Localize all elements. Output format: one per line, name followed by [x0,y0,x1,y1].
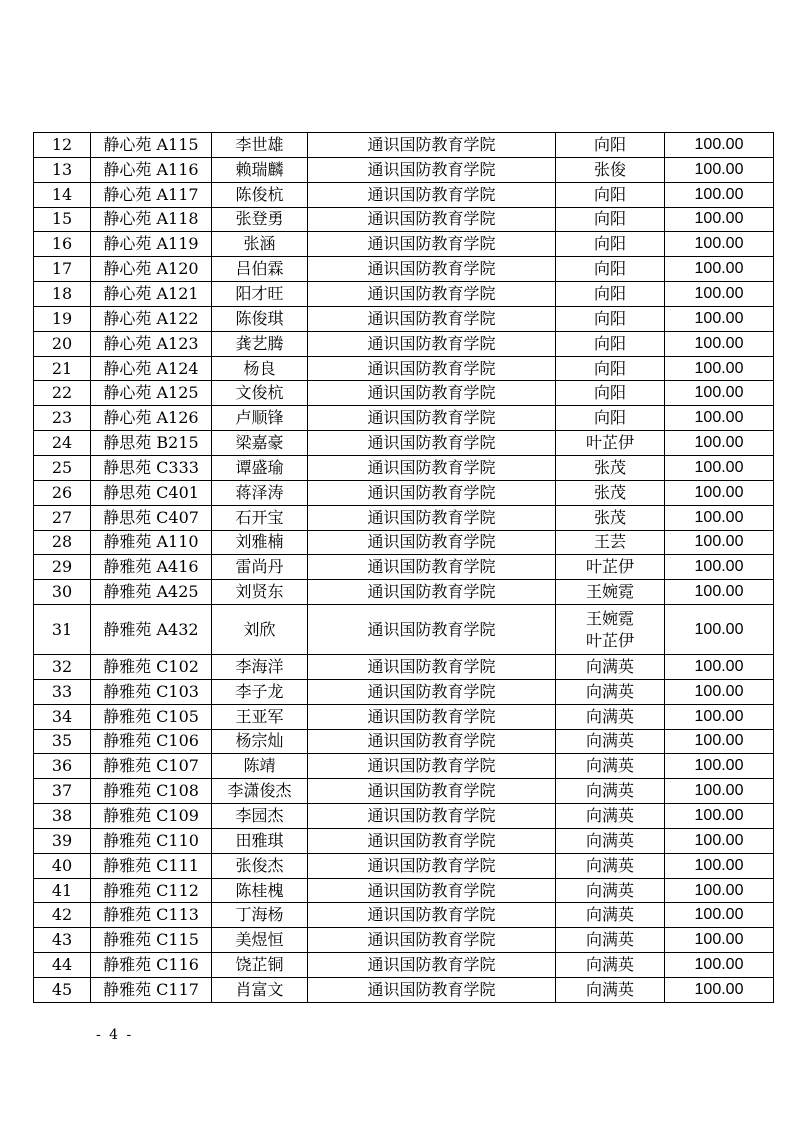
table-row [34,282,774,307]
student-name: 丁海杨 [212,903,308,928]
mentor-name: 张茂 [593,457,626,477]
student-name: 陈桂槐 [212,878,308,903]
score-cell: 100.00 [665,878,774,903]
row-number: 30 [34,580,91,605]
mentor-name: 向满英 [585,656,634,676]
student-name: 陈俊杭 [212,182,308,207]
room-cell: 静雅苑 C112 [91,878,212,903]
mentor-cell [556,679,665,704]
mentor-name: 王芸 [593,532,626,552]
mentor-name: 向阳 [593,259,626,279]
mentor-cell [556,431,665,456]
score-cell: 100.00 [665,828,774,853]
college-cell: 通识国防教育学院 [308,605,556,655]
score-cell: 100.00 [665,505,774,530]
row-number: 23 [34,406,91,431]
college-cell: 通识国防教育学院 [308,804,556,829]
room-cell: 静心苑 A125 [91,381,212,406]
table-row [34,207,774,232]
mentor-name: 向阳 [593,134,626,154]
row-number: 34 [34,704,91,729]
table-row [34,455,774,480]
table-row [34,381,774,406]
mentor-cell [556,828,665,853]
mentor-cell [556,157,665,182]
row-number: 37 [34,779,91,804]
score-cell: 100.00 [665,282,774,307]
row-number: 17 [34,257,91,282]
room-cell: 静思苑 C407 [91,505,212,530]
score-cell: 100.00 [665,754,774,779]
room-cell: 静雅苑 A432 [91,605,212,655]
score-cell: 100.00 [665,182,774,207]
room-cell: 静心苑 A126 [91,406,212,431]
score-cell: 100.00 [665,381,774,406]
college-cell: 通识国防教育学院 [308,257,556,282]
row-number: 25 [34,455,91,480]
table-row [34,978,774,1003]
mentor-cell [556,729,665,754]
college-cell: 通识国防教育学院 [308,903,556,928]
student-name: 赖瑞麟 [212,157,308,182]
mentor-name: 向阳 [593,234,626,254]
room-cell: 静心苑 A118 [91,207,212,232]
mentor-name: 叶芷伊 [585,433,634,453]
mentor-cell [556,704,665,729]
table-row [34,928,774,953]
row-number: 28 [34,530,91,555]
row-number: 21 [34,356,91,381]
mentor-name: 向满英 [585,806,634,826]
table-row [34,704,774,729]
score-cell: 100.00 [665,331,774,356]
student-name: 杨宗灿 [212,729,308,754]
mentor-cell [556,182,665,207]
mentor-cell [556,878,665,903]
table-row [34,505,774,530]
mentor-cell [556,605,665,655]
mentor-cell [556,655,665,680]
table-row [34,804,774,829]
college-cell: 通识国防教育学院 [308,331,556,356]
student-name: 刘欣 [212,605,308,655]
score-cell: 100.00 [665,729,774,754]
table-row [34,157,774,182]
table-row [34,754,774,779]
room-cell: 静雅苑 C108 [91,779,212,804]
room-cell: 静雅苑 A110 [91,530,212,555]
row-number: 13 [34,157,91,182]
room-cell: 静雅苑 C117 [91,978,212,1003]
score-cell: 100.00 [665,530,774,555]
row-number: 22 [34,381,91,406]
table-row [34,133,774,158]
room-cell: 静心苑 A119 [91,232,212,257]
student-name: 李潇俊杰 [212,779,308,804]
college-cell: 通识国防教育学院 [308,580,556,605]
room-cell: 静雅苑 C107 [91,754,212,779]
mentor-name: 向满英 [585,781,634,801]
score-cell: 100.00 [665,480,774,505]
roster-body [34,133,774,1003]
student-name: 张俊杰 [212,853,308,878]
mentor-cell [556,804,665,829]
row-number: 38 [34,804,91,829]
table-row [34,903,774,928]
table-row [34,406,774,431]
score-cell: 100.00 [665,953,774,978]
mentor-name: 王婉霓 [585,582,634,602]
mentor-name: 向阳 [593,283,626,303]
row-number: 27 [34,505,91,530]
college-cell: 通识国防教育学院 [308,530,556,555]
student-name: 李子龙 [212,679,308,704]
mentor-name: 向满英 [585,855,634,875]
score-cell: 100.00 [665,679,774,704]
mentor-name: 叶芷伊 [585,630,634,650]
mentor-cell [556,928,665,953]
college-cell: 通识国防教育学院 [308,381,556,406]
student-name: 王亚军 [212,704,308,729]
mentor-cell [556,356,665,381]
mentor-cell [556,903,665,928]
mentor-name: 向阳 [593,333,626,353]
room-cell: 静心苑 A120 [91,257,212,282]
room-cell: 静雅苑 C111 [91,853,212,878]
room-cell: 静雅苑 C102 [91,655,212,680]
score-cell: 100.00 [665,232,774,257]
student-name: 龚艺腾 [212,331,308,356]
college-cell: 通识国防教育学院 [308,928,556,953]
college-cell: 通识国防教育学院 [308,655,556,680]
mentor-cell [556,555,665,580]
room-cell: 静思苑 C401 [91,480,212,505]
table-row [34,605,774,655]
mentor-cell [556,133,665,158]
college-cell: 通识国防教育学院 [308,704,556,729]
room-cell: 静雅苑 A416 [91,555,212,580]
room-cell: 静雅苑 A425 [91,580,212,605]
mentor-cell [556,530,665,555]
room-cell: 静雅苑 C115 [91,928,212,953]
student-name: 张登勇 [212,207,308,232]
row-number: 35 [34,729,91,754]
mentor-name: 叶芷伊 [585,557,634,577]
score-cell: 100.00 [665,704,774,729]
mentor-cell [556,754,665,779]
student-name: 蒋泽涛 [212,480,308,505]
student-name: 杨良 [212,356,308,381]
row-number: 18 [34,282,91,307]
mentor-cell [556,331,665,356]
mentor-cell [556,779,665,804]
mentor-name: 向满英 [585,756,634,776]
mentor-cell [556,207,665,232]
mentor-name: 向满英 [585,681,634,701]
score-cell: 100.00 [665,978,774,1003]
row-number: 40 [34,853,91,878]
table-row [34,356,774,381]
row-number: 43 [34,928,91,953]
room-cell: 静思苑 C333 [91,455,212,480]
table-row [34,257,774,282]
student-name: 吕伯霖 [212,257,308,282]
student-name: 美煜恒 [212,928,308,953]
mentor-name: 向阳 [593,408,626,428]
room-cell: 静心苑 A117 [91,182,212,207]
room-cell: 静心苑 A122 [91,306,212,331]
mentor-cell [556,406,665,431]
row-number: 41 [34,878,91,903]
score-cell: 100.00 [665,356,774,381]
mentor-cell [556,232,665,257]
college-cell: 通识国防教育学院 [308,978,556,1003]
score-cell: 100.00 [665,779,774,804]
room-cell: 静雅苑 C109 [91,804,212,829]
college-cell: 通识国防教育学院 [308,480,556,505]
dormitory-roster-table [33,132,774,1003]
score-cell: 100.00 [665,903,774,928]
college-cell: 通识国防教育学院 [308,555,556,580]
row-number: 45 [34,978,91,1003]
mentor-cell [556,455,665,480]
row-number: 32 [34,655,91,680]
student-name: 梁嘉豪 [212,431,308,456]
row-number: 12 [34,133,91,158]
room-cell: 静心苑 A115 [91,133,212,158]
page-number: - 4 - [96,1027,134,1043]
college-cell: 通识国防教育学院 [308,953,556,978]
score-cell: 100.00 [665,207,774,232]
college-cell: 通识国防教育学院 [308,455,556,480]
student-name: 卢顺锋 [212,406,308,431]
mentor-name: 向阳 [593,209,626,229]
table-row [34,431,774,456]
mentor-name: 向阳 [593,308,626,328]
table-row [34,679,774,704]
score-cell: 100.00 [665,580,774,605]
room-cell: 静雅苑 C103 [91,679,212,704]
mentor-name: 张茂 [593,507,626,527]
college-cell: 通识国防教育学院 [308,356,556,381]
student-name: 谭盛瑜 [212,455,308,480]
table-row [34,232,774,257]
table-row [34,878,774,903]
row-number: 14 [34,182,91,207]
college-cell: 通识国防教育学院 [308,157,556,182]
score-cell: 100.00 [665,655,774,680]
score-cell: 100.00 [665,928,774,953]
row-number: 36 [34,754,91,779]
table-row [34,480,774,505]
row-number: 19 [34,306,91,331]
table-row [34,853,774,878]
mentor-name: 向满英 [585,979,634,999]
student-name: 刘雅楠 [212,530,308,555]
college-cell: 通识国防教育学院 [308,754,556,779]
student-name: 李海洋 [212,655,308,680]
college-cell: 通识国防教育学院 [308,828,556,853]
mentor-cell [556,257,665,282]
student-name: 石开宝 [212,505,308,530]
table-row [34,779,774,804]
mentor-cell [556,978,665,1003]
student-name: 陈俊琪 [212,306,308,331]
student-name: 文俊杭 [212,381,308,406]
score-cell: 100.00 [665,431,774,456]
room-cell: 静雅苑 C110 [91,828,212,853]
mentor-cell [556,505,665,530]
mentor-cell [556,381,665,406]
score-cell: 100.00 [665,157,774,182]
score-cell: 100.00 [665,555,774,580]
mentor-name: 张俊 [593,159,626,179]
score-cell: 100.00 [665,804,774,829]
student-name: 李园杰 [212,804,308,829]
room-cell: 静心苑 A121 [91,282,212,307]
room-cell: 静雅苑 C113 [91,903,212,928]
student-name: 李世雄 [212,133,308,158]
score-cell: 100.00 [665,455,774,480]
row-number: 26 [34,480,91,505]
college-cell: 通识国防教育学院 [308,133,556,158]
student-name: 雷尚丹 [212,555,308,580]
college-cell: 通识国防教育学院 [308,306,556,331]
mentor-cell [556,480,665,505]
college-cell: 通识国防教育学院 [308,729,556,754]
table-row [34,953,774,978]
table-row [34,729,774,754]
row-number: 44 [34,953,91,978]
room-cell: 静雅苑 C105 [91,704,212,729]
table-row [34,530,774,555]
row-number: 24 [34,431,91,456]
mentor-name: 向阳 [593,383,626,403]
score-cell: 100.00 [665,406,774,431]
college-cell: 通识国防教育学院 [308,406,556,431]
room-cell: 静心苑 A116 [91,157,212,182]
mentor-cell [556,306,665,331]
mentor-cell [556,853,665,878]
row-number: 39 [34,828,91,853]
table-row [34,655,774,680]
row-number: 20 [34,331,91,356]
mentor-name: 向满英 [585,880,634,900]
room-cell: 静雅苑 C106 [91,729,212,754]
table-row [34,555,774,580]
score-cell: 100.00 [665,133,774,158]
college-cell: 通识国防教育学院 [308,182,556,207]
score-cell: 100.00 [665,257,774,282]
table-row [34,828,774,853]
student-name: 肖富文 [212,978,308,1003]
mentor-name: 向满英 [585,930,634,950]
row-number: 29 [34,555,91,580]
mentor-name: 张茂 [593,482,626,502]
score-cell: 100.00 [665,306,774,331]
row-number: 33 [34,679,91,704]
mentor-name: 向阳 [593,358,626,378]
college-cell: 通识国防教育学院 [308,878,556,903]
college-cell: 通识国防教育学院 [308,282,556,307]
row-number: 31 [34,605,91,655]
table-row [34,580,774,605]
mentor-name: 向阳 [593,184,626,204]
table-row [34,182,774,207]
college-cell: 通识国防教育学院 [308,207,556,232]
row-number: 42 [34,903,91,928]
college-cell: 通识国防教育学院 [308,679,556,704]
mentor-name: 向满英 [585,905,634,925]
college-cell: 通识国防教育学院 [308,232,556,257]
mentor-cell [556,953,665,978]
room-cell: 静思苑 B215 [91,431,212,456]
row-number: 15 [34,207,91,232]
college-cell: 通识国防教育学院 [308,431,556,456]
room-cell: 静雅苑 C116 [91,953,212,978]
mentor-name: 向满英 [585,706,634,726]
mentor-name: 向满英 [585,731,634,751]
score-cell: 100.00 [665,605,774,655]
college-cell: 通识国防教育学院 [308,853,556,878]
table-row [34,331,774,356]
row-number: 16 [34,232,91,257]
table-row [34,306,774,331]
mentor-cell [556,580,665,605]
room-cell: 静心苑 A124 [91,356,212,381]
room-cell: 静心苑 A123 [91,331,212,356]
student-name: 刘贤东 [212,580,308,605]
student-name: 阳才旺 [212,282,308,307]
mentor-name: 王婉霓 [585,608,634,628]
student-name: 陈靖 [212,754,308,779]
student-name: 饶芷铜 [212,953,308,978]
score-cell: 100.00 [665,853,774,878]
college-cell: 通识国防教育学院 [308,505,556,530]
college-cell: 通识国防教育学院 [308,779,556,804]
mentor-cell [556,282,665,307]
student-name: 田雅琪 [212,828,308,853]
mentor-name: 向满英 [585,830,634,850]
student-name: 张涵 [212,232,308,257]
mentor-name: 向满英 [585,955,634,975]
